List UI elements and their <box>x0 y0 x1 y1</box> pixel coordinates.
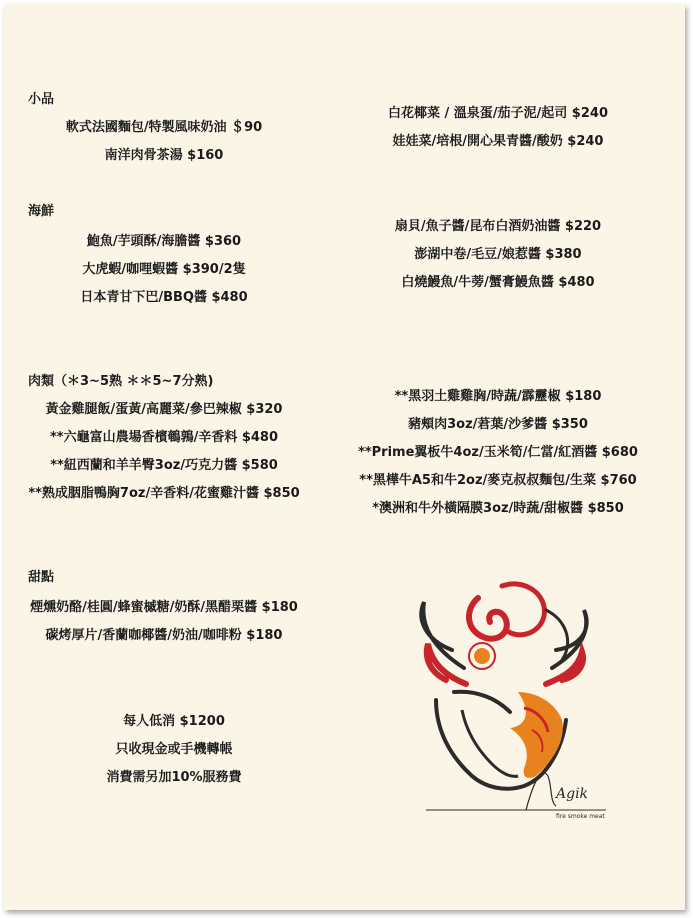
menu-item: 娃娃菜/培根/開心果青醬/酸奶 $240 <box>392 134 604 149</box>
logo-signature: Agik <box>556 786 589 802</box>
menu-item: 碳烤厚片/香蘭咖椰醬/奶油/咖啡粉 $180 <box>45 628 283 643</box>
menu-item: **黑樺牛A5和牛2oz/麥克叔叔麵包/生菜 $760 <box>359 473 637 488</box>
service-charge-note: 消費需另加10%服務費 <box>106 770 242 785</box>
menu-item: 黃金雞腿飯/蛋黃/高麗菜/參巴辣椒 $320 <box>45 402 283 417</box>
bull-flame-logo-icon <box>406 580 616 820</box>
section-title-seafood: 海鮮 <box>28 204 55 219</box>
section-title-xiaopin: 小品 <box>28 92 55 107</box>
payment-note: 只收現金或手機轉帳 <box>115 742 233 757</box>
menu-item: 白花椰菜 / 溫泉蛋/茄子泥/起司 $240 <box>387 106 608 121</box>
section-title-meat: 肉類（＊3~5熟 ＊＊5~7分熟) <box>28 374 214 389</box>
menu-item: **紐西蘭和羊羊臀3oz/巧克力醬 $580 <box>50 458 278 473</box>
menu-item: 南洋肉骨茶湯 $160 <box>104 148 224 163</box>
menu-item: 軟式法國麵包/特製風味奶油 ＄90 <box>65 120 263 135</box>
menu-item: **Prime翼板牛4oz/玉米筍/仁當/紅酒醬 $680 <box>358 445 638 460</box>
menu-page <box>4 4 685 910</box>
menu-item: 日本青甘下巴/BBQ醬 $480 <box>80 290 248 305</box>
logo-tagline: fire smoke meat <box>556 813 605 820</box>
menu-item: 煙燻奶酪/桂圓/蜂蜜槭糖/奶酥/黑醋栗醬 $180 <box>30 600 298 615</box>
minimum-charge-note: 每人低消 $1200 <box>123 714 225 729</box>
section-title-dessert: 甜點 <box>28 570 55 585</box>
menu-item: 大虎蝦/咖哩蝦醬 $390/2隻 <box>82 262 246 277</box>
menu-item: 澎湖中卷/毛豆/娘惹醬 $380 <box>414 247 582 262</box>
menu-item: **黑羽土雞雞胸/時蔬/霹靂椒 $180 <box>394 389 602 404</box>
menu-item: 白燒鰻魚/牛蒡/蟹膏鰻魚醬 $480 <box>401 275 595 290</box>
menu-item: *澳洲和牛外橫隔膜3oz/時蔬/甜椒醬 $850 <box>372 501 624 516</box>
menu-item: 扇貝/魚子醬/昆布白酒奶油醬 $220 <box>394 219 602 234</box>
menu-item: 豬頰肉3oz/莙葉/沙爹醬 $350 <box>408 417 588 432</box>
menu-item: **六龜富山農場香檳鵪鶉/辛香料 $480 <box>49 430 279 445</box>
menu-item: **熟成胭脂鴨胸7oz/辛香料/花蜜雞汁醬 $850 <box>28 486 300 501</box>
menu-item: 鮑魚/芋頭酥/海膽醬 $360 <box>86 234 242 249</box>
